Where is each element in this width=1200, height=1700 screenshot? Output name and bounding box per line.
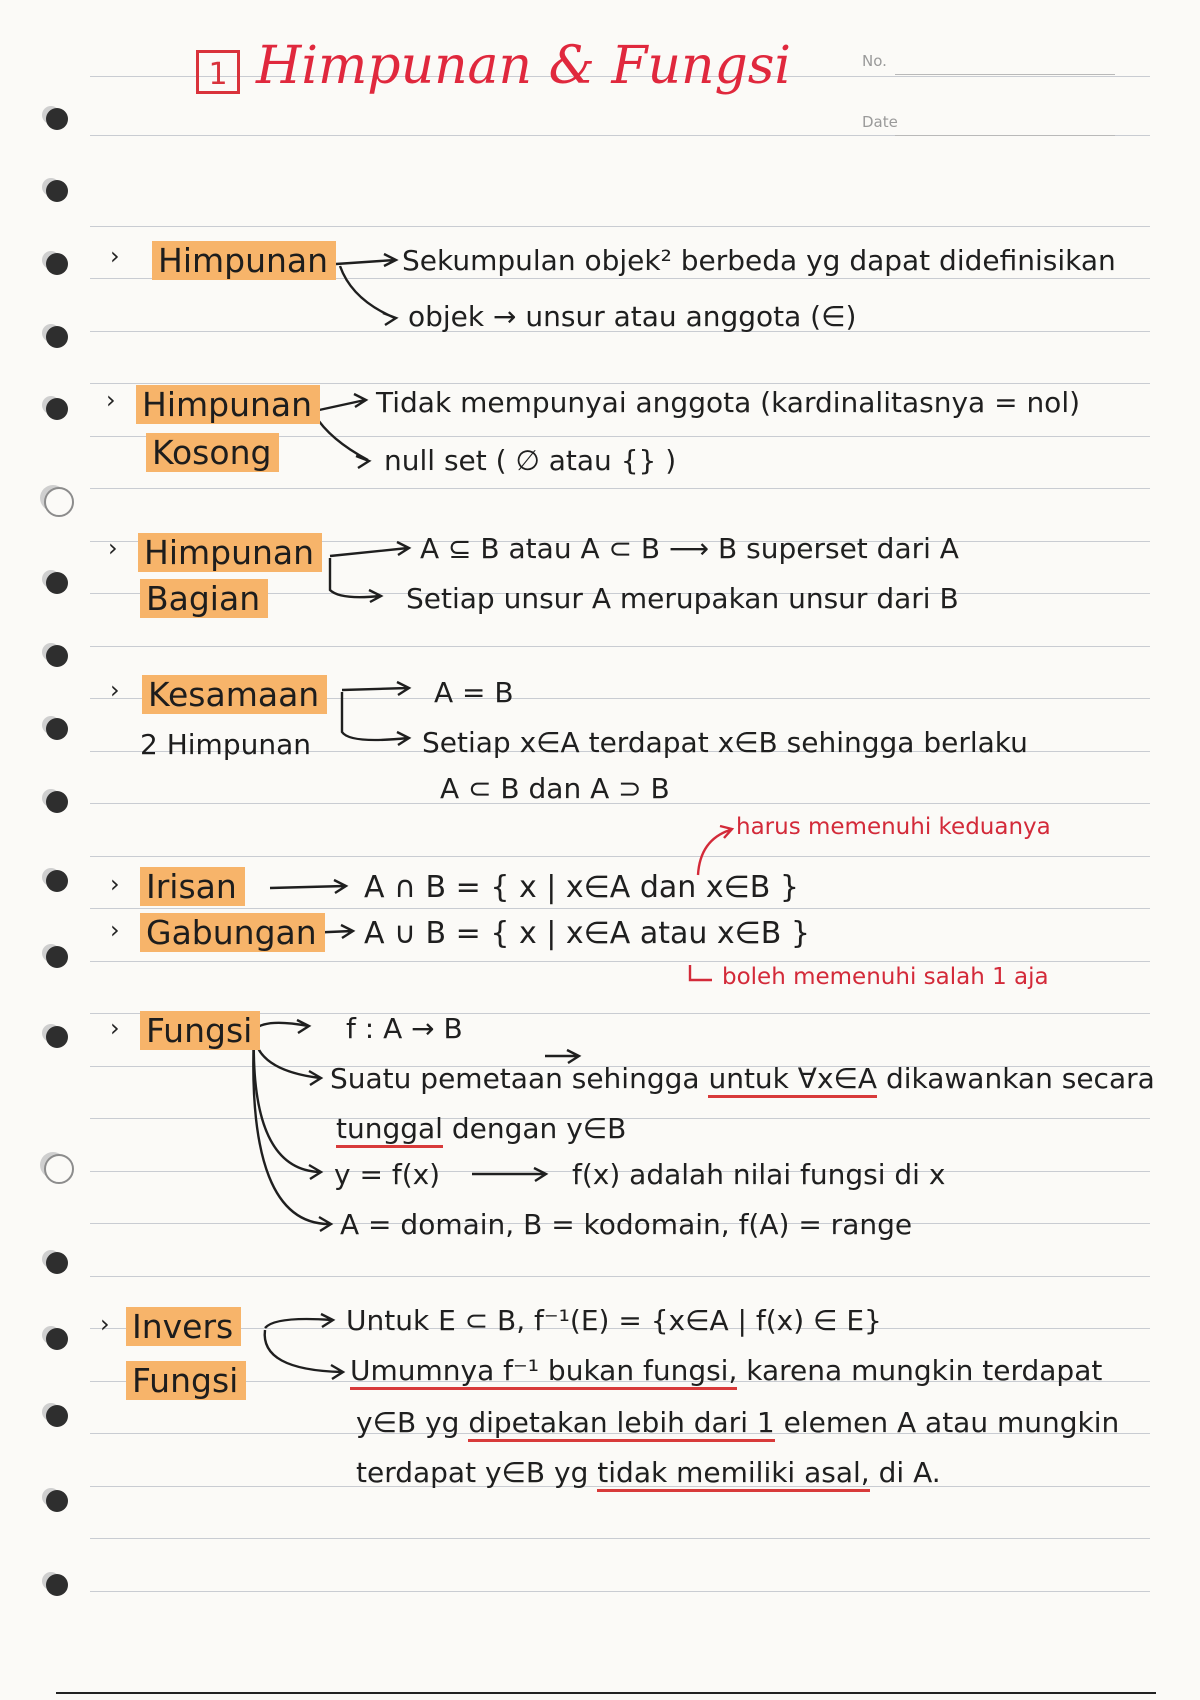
term-label: Kesamaan: [142, 675, 327, 714]
arrow-icon: [330, 558, 381, 602]
arrow-icon: [265, 1314, 333, 1328]
term-himpunan: [152, 240, 336, 282]
term-label: Fungsi: [126, 1361, 246, 1400]
term-label: Gabungan: [140, 913, 325, 952]
bagian-definition: Setiap unsur A merupakan unsur dari B: [406, 582, 959, 615]
irisan-note: harus memenuhi keduanya: [736, 814, 1051, 840]
gabungan-note: boleh memenuhi salah 1 aja: [722, 964, 1049, 990]
term-irisan: [140, 866, 245, 908]
arrow-icon: [342, 682, 409, 695]
arrow-icon: [342, 692, 409, 745]
fungsi-definition-part: dengan y∈B: [451, 1112, 627, 1145]
fungsi-formula-explanation: f(x) adalah nilai fungsi di x: [572, 1158, 946, 1191]
chapter-number: 1: [196, 50, 240, 94]
arrow-icon: [253, 1032, 331, 1231]
invers-explanation-part: karena mungkin terdapat: [746, 1354, 1103, 1387]
no-label: No.: [862, 52, 887, 70]
fungsi-definition-part: dikawankan secara: [885, 1062, 1155, 1095]
arrow-icon: [698, 826, 732, 875]
term-gabungan: [140, 912, 325, 954]
invers-explanation: [350, 1354, 1102, 1387]
invers-explanation-part: di A.: [878, 1456, 941, 1489]
arrow-icon: [336, 254, 396, 266]
term-label: Kosong: [146, 433, 279, 472]
bullet-arrow-icon: ›: [110, 242, 120, 270]
gabungan-formula: A ∪ B = { x | x∈A atau x∈B }: [364, 916, 811, 951]
invers-explanation-part: y∈B yg: [356, 1406, 460, 1439]
kosong-definition: Tidak mempunyai anggota (kardinalitasnya = nol): [376, 386, 1081, 419]
invers-explanation-underlined: Umumnya f⁻¹ bukan fungsi,: [350, 1354, 737, 1390]
term-fungsi: [140, 1010, 260, 1052]
invers-explanation-end: [356, 1456, 941, 1489]
invers-explanation-part: elemen A atau mungkin: [783, 1406, 1120, 1439]
invers-explanation-underlined: tidak memiliki asal,: [597, 1456, 869, 1492]
bullet-arrow-icon: ›: [110, 1014, 120, 1042]
page-title: Himpunan & Fungsi: [256, 36, 792, 96]
term-himpunan-bagian-1: [138, 532, 322, 574]
bullet-arrow-icon: ›: [110, 916, 120, 944]
term-invers: [126, 1306, 241, 1348]
irisan-formula: A ∩ B = { x | x∈A dan x∈B }: [364, 870, 799, 905]
arrow-icon: [254, 1032, 321, 1085]
fungsi-definition-underlined: tunggal: [336, 1112, 443, 1148]
kesamaan-definition: Setiap x∈A terdapat x∈B sehingga berlaku: [422, 726, 1028, 759]
invers-explanation-part: terdapat y∈B yg: [356, 1456, 589, 1489]
bullet-arrow-icon: ›: [108, 534, 118, 562]
kesamaan-notation: A = B: [434, 676, 514, 709]
arrow-icon: [314, 414, 369, 468]
term-label: Himpunan: [152, 241, 336, 280]
arrow-icon: [340, 266, 396, 325]
term-himpunan-bagian-2: [140, 578, 268, 620]
arrow-icon: [472, 1168, 546, 1181]
term-label: Fungsi: [140, 1011, 260, 1050]
term-label: Himpunan: [136, 385, 320, 424]
arrow-icon: [690, 965, 712, 980]
fungsi-definition-cont: [336, 1112, 626, 1145]
term-himpunan-kosong-2: [146, 432, 279, 474]
fungsi-domain-range: A = domain, B = kodomain, f(A) = range: [340, 1208, 913, 1241]
kesamaan-condition: A ⊂ B dan A ⊃ B: [440, 772, 670, 805]
bullet-arrow-icon: ›: [110, 870, 120, 898]
bullet-arrow-icon: ›: [106, 386, 116, 414]
himpunan-member: objek → unsur atau anggota (∈): [408, 300, 857, 333]
fungsi-formula: y = f(x): [334, 1158, 441, 1191]
arrow-icon: [330, 542, 409, 556]
term-label: Himpunan: [138, 533, 322, 572]
fungsi-definition-part: Suatu pemetaan sehingga: [330, 1062, 700, 1095]
fungsi-notation: f : A → B: [346, 1012, 463, 1045]
term-kesamaan: [142, 674, 327, 716]
term-invers-fungsi: [126, 1360, 246, 1402]
bullet-arrow-icon: ›: [100, 1310, 110, 1338]
term-label: Irisan: [140, 867, 245, 906]
arrow-icon: [254, 1020, 309, 1033]
invers-explanation-underlined: dipetakan lebih dari 1: [468, 1406, 774, 1442]
bagian-notation: A ⊆ B atau A ⊂ B ⟶ B superset dari A: [420, 532, 959, 565]
term-label: Invers: [126, 1307, 241, 1346]
himpunan-definition: Sekumpulan objek² berbeda yg dapat didefinisikan: [402, 244, 1116, 277]
kosong-notation: null set ( ∅ atau {} ): [384, 444, 677, 477]
term-label: Bagian: [140, 579, 268, 618]
term-himpunan-kosong-1: [136, 384, 320, 426]
invers-explanation-cont: [356, 1406, 1119, 1439]
fungsi-definition: [330, 1062, 1155, 1095]
fungsi-definition-underlined: untuk ∀x∈A: [708, 1062, 877, 1098]
arrow-icon: [265, 1330, 343, 1379]
arrow-icon: [270, 880, 346, 893]
bullet-arrow-icon: ›: [110, 676, 120, 704]
date-label: Date: [862, 113, 898, 131]
invers-definition: Untuk E ⊂ B, f⁻¹(E) = {x∈A | f(x) ∈ E}: [346, 1304, 882, 1337]
term-kesamaan-2: 2 Himpunan: [140, 728, 311, 761]
